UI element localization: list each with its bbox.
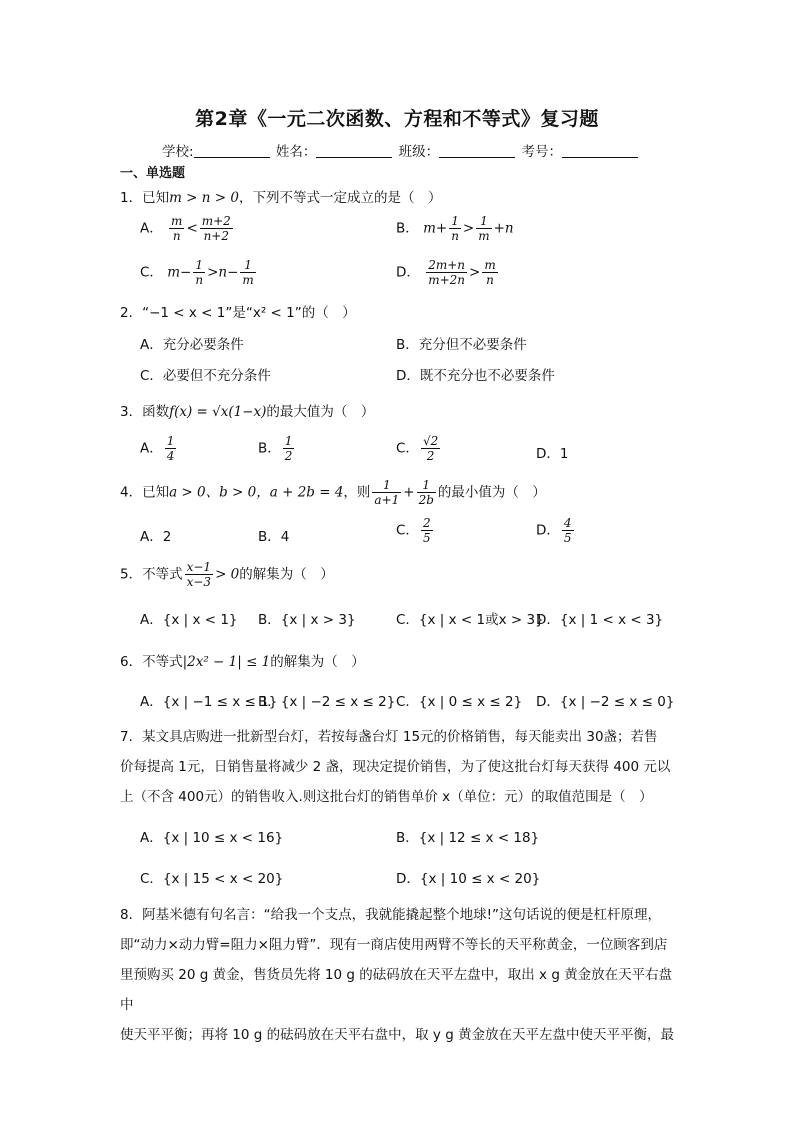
q4-frac2 bbox=[417, 478, 436, 507]
q7-option-d[interactable]: D．{x | 10 ≤ x < 20} bbox=[396, 871, 541, 887]
q1-c-num2: 1 bbox=[240, 258, 255, 273]
q6-option-c[interactable]: C．{x | 0 ≤ x ≤ 2} bbox=[396, 694, 523, 710]
student-info-line bbox=[162, 140, 640, 160]
q1-d-num2: m bbox=[484, 258, 496, 272]
question-1-stem bbox=[120, 186, 441, 206]
q4-d-label: D． bbox=[536, 522, 560, 539]
q1-d-num1: 2m+n bbox=[428, 258, 465, 272]
q5-f-num: x−1 bbox=[186, 560, 212, 574]
q1-b-den1: n bbox=[451, 229, 459, 243]
q1-a-num2: m+2 bbox=[201, 214, 231, 228]
q3-stem-text: 3．函数 bbox=[120, 404, 170, 420]
q8-line-4: 使天平平衡；再将 10 g 的砝码放在天平右盘中，取 y g 黄金放在天平左盘中使天平平衡，最 bbox=[120, 1027, 675, 1043]
section-heading: 一、单选题 bbox=[120, 166, 186, 181]
q4-option-d[interactable] bbox=[536, 516, 576, 545]
q1-c-m: m− bbox=[167, 264, 192, 281]
q4-d-num: 4 bbox=[563, 516, 572, 530]
q4-c-num: 2 bbox=[422, 516, 431, 530]
q4-option-a[interactable]: A．2 bbox=[140, 529, 172, 545]
q1-b-frac2 bbox=[476, 214, 491, 243]
q3-c-frac bbox=[421, 434, 440, 463]
q1-c-frac1 bbox=[193, 258, 205, 287]
q3-option-a[interactable] bbox=[140, 434, 178, 463]
q4-option-c[interactable] bbox=[396, 516, 435, 545]
question-5-stem bbox=[120, 560, 334, 589]
question-7-stem bbox=[120, 722, 680, 812]
q4-d-frac bbox=[562, 516, 574, 545]
q3-option-c[interactable] bbox=[396, 434, 442, 463]
q5-option-c[interactable]: C．{x | x < 1或x > 3} bbox=[396, 612, 544, 628]
q1-c-den2: m bbox=[242, 273, 254, 287]
q1-b-m: m+ bbox=[423, 220, 448, 237]
q1-b-op: > bbox=[462, 220, 475, 237]
q1-a-op: < bbox=[186, 220, 198, 237]
q5-frac bbox=[185, 560, 213, 589]
q1-option-a[interactable] bbox=[140, 214, 235, 243]
q1-stem-math: m > n > 0 bbox=[169, 190, 239, 206]
q1-d-label: D． bbox=[396, 264, 420, 281]
q7-line-3: 上（不含 400元）的销售收入.则这批台灯的销售单价 x（单位：元）的取值范围是（ ） bbox=[120, 789, 653, 805]
q1-a-label: A． bbox=[140, 220, 163, 237]
q4-stem-text-3: 的最小值为（ ） bbox=[437, 484, 546, 501]
q7-option-a[interactable]: A．{x | 10 ≤ x < 16} bbox=[140, 830, 284, 846]
name-label: 姓名： bbox=[275, 144, 317, 160]
q1-c-num1: 1 bbox=[193, 258, 205, 273]
q1-b-n: +n bbox=[493, 220, 514, 237]
number-blank[interactable] bbox=[562, 145, 638, 158]
q2-option-a[interactable]: A．充分必要条件 bbox=[140, 337, 244, 353]
q5-stem-text: 5．不等式 bbox=[120, 566, 183, 583]
q1-b-label: B． bbox=[396, 220, 419, 237]
q1-a-num1: m bbox=[171, 214, 183, 228]
q4-f1-num: 1 bbox=[372, 478, 401, 493]
q3-option-d[interactable]: D．1 bbox=[536, 446, 569, 462]
q1-a-frac1 bbox=[169, 214, 184, 243]
q4-f1-den: a+1 bbox=[374, 493, 400, 507]
q1-stem-text: 1．已知 bbox=[120, 190, 170, 206]
number-label: 考号： bbox=[521, 144, 562, 160]
q4-frac1 bbox=[372, 478, 401, 507]
q3-c-label: C． bbox=[396, 440, 419, 457]
q1-option-c[interactable] bbox=[140, 258, 258, 287]
q3-b-label: B． bbox=[258, 440, 281, 457]
q3-b-num: 1 bbox=[284, 434, 293, 448]
page-title: 第2章《一元二次函数、方程和不等式》复习题 bbox=[195, 108, 599, 130]
school-label: 学校: bbox=[162, 144, 194, 160]
q1-d-op: > bbox=[469, 264, 481, 281]
q4-f2-den: 2b bbox=[418, 493, 434, 507]
q4-plus: + bbox=[403, 484, 415, 501]
question-2-stem: 2．“−1 < x < 1”是“x² < 1”的（ ） bbox=[120, 305, 356, 321]
q1-d-frac1 bbox=[426, 258, 467, 287]
q3-b-den: 2 bbox=[284, 449, 293, 463]
q3-c-den: 2 bbox=[426, 449, 435, 463]
q4-c-frac bbox=[421, 516, 433, 545]
q4-c-den: 5 bbox=[422, 531, 431, 545]
q1-d-frac2 bbox=[482, 258, 497, 287]
q5-option-b[interactable]: B．{x | x > 3} bbox=[258, 612, 356, 628]
q3-a-label: A． bbox=[140, 440, 163, 457]
q1-stem-text-2: ，下列不等式一定成立的是（ ） bbox=[238, 190, 442, 206]
question-6-stem bbox=[120, 650, 365, 670]
q1-option-d[interactable] bbox=[396, 258, 500, 287]
q7-line-2: 价每提高 1元，日销售量将减少 2 盏，现决定提价销售，为了使这批台灯每天获得 400 元以 bbox=[120, 759, 671, 775]
q1-b-num2: 1 bbox=[476, 214, 491, 229]
q1-a-den1: n bbox=[172, 229, 181, 243]
q6-option-b[interactable]: B．{x | −2 ≤ x ≤ 2} bbox=[258, 694, 396, 710]
q4-stem-text: 4．已知 bbox=[120, 484, 170, 501]
question-8-stem bbox=[120, 900, 680, 1050]
q4-stem-math: a > 0、b > 0，a + 2b = 4 bbox=[169, 484, 344, 501]
q6-stem-text-2: 的解集为（ ） bbox=[270, 654, 365, 670]
q1-b-num1: 1 bbox=[449, 214, 461, 229]
q5-option-d[interactable]: D．{x | 1 < x < 3} bbox=[536, 612, 664, 628]
q6-option-d[interactable]: D．{x | −2 ≤ x ≤ 0} bbox=[536, 694, 675, 710]
q5-f-den: x−3 bbox=[186, 575, 212, 589]
q4-c-label: C． bbox=[396, 522, 419, 539]
q1-b-frac1 bbox=[449, 214, 461, 243]
q7-line-1: 7．某文具店购进一批新型台灯，若按每盏台灯 15元的价格销售，每天能卖出 30盏；若售 bbox=[120, 729, 658, 745]
q5-stem-math: > 0 bbox=[215, 566, 240, 583]
question-4-stem bbox=[120, 478, 546, 507]
q2-option-d[interactable]: D．既不充分也不必要条件 bbox=[396, 368, 555, 384]
q1-d-den1: m+2n bbox=[428, 273, 465, 287]
q4-f2-num: 1 bbox=[417, 478, 436, 493]
q8-line-1: 8．阿基米德有句名言：“给我一个支点，我就能撬起整个地球!”这句话说的便是杠杆原理， bbox=[120, 907, 661, 923]
q3-a-den: 4 bbox=[166, 449, 175, 463]
q3-b-frac bbox=[283, 434, 295, 463]
class-label: 班级： bbox=[398, 144, 440, 160]
school-blank[interactable] bbox=[194, 145, 270, 158]
q3-a-frac bbox=[165, 434, 177, 463]
q1-c-den1: n bbox=[195, 273, 204, 287]
q7-option-c[interactable]: C．{x | 15 < x < 20} bbox=[140, 871, 284, 887]
q1-c-frac2 bbox=[240, 258, 255, 287]
q8-line-2: 即“动力×动力臂=阻力×阻力臂”．现有一商店使用两臂不等长的天平称黄金，一位顾客到店 bbox=[120, 937, 668, 953]
q4-stem-text-2: ，则 bbox=[343, 484, 371, 501]
q6-stem-text: 6．不等式 bbox=[120, 654, 183, 670]
q1-b-den2: m bbox=[478, 229, 490, 243]
q1-c-label: C． bbox=[140, 264, 163, 281]
q7-option-b[interactable]: B．{x | 12 ≤ x < 18} bbox=[396, 830, 540, 846]
class-blank[interactable] bbox=[439, 145, 515, 158]
q8-line-3: 里预购买 20 g 黄金，售货员先将 10 g 的砝码放在天平左盘中，取出 x g 黄金放在天平右盘中 bbox=[120, 967, 673, 1013]
q4-option-b[interactable]: B．4 bbox=[258, 529, 290, 545]
q6-option-a[interactable]: A．{x | −1 ≤ x ≤ 1} bbox=[140, 694, 278, 710]
q1-option-b[interactable] bbox=[396, 214, 514, 243]
q3-c-num: √2 bbox=[422, 434, 439, 448]
q3-option-b[interactable] bbox=[258, 434, 296, 463]
q3-stem-text-2: 的最大值为（ ） bbox=[266, 404, 375, 420]
q2-option-b[interactable]: B．充分但不必要条件 bbox=[396, 337, 527, 353]
name-blank[interactable] bbox=[316, 145, 392, 158]
q2-option-c[interactable]: C．必要但不充分条件 bbox=[140, 368, 271, 384]
q6-stem-math: |2x² − 1| ≤ 1 bbox=[182, 654, 271, 670]
q1-a-frac2 bbox=[200, 214, 233, 243]
q5-option-a[interactable]: A．{x | x < 1} bbox=[140, 612, 238, 628]
q1-d-den2: n bbox=[486, 273, 494, 287]
q5-stem-text-2: 的解集为（ ） bbox=[239, 566, 334, 583]
q1-c-op: >n− bbox=[207, 264, 239, 281]
q4-d-den: 5 bbox=[563, 531, 572, 545]
q3-stem-math: f(x) = √x(1−x) bbox=[169, 404, 267, 420]
q1-a-den2: n+2 bbox=[203, 229, 229, 243]
question-3-stem bbox=[120, 400, 374, 420]
q3-a-num: 1 bbox=[166, 434, 175, 448]
